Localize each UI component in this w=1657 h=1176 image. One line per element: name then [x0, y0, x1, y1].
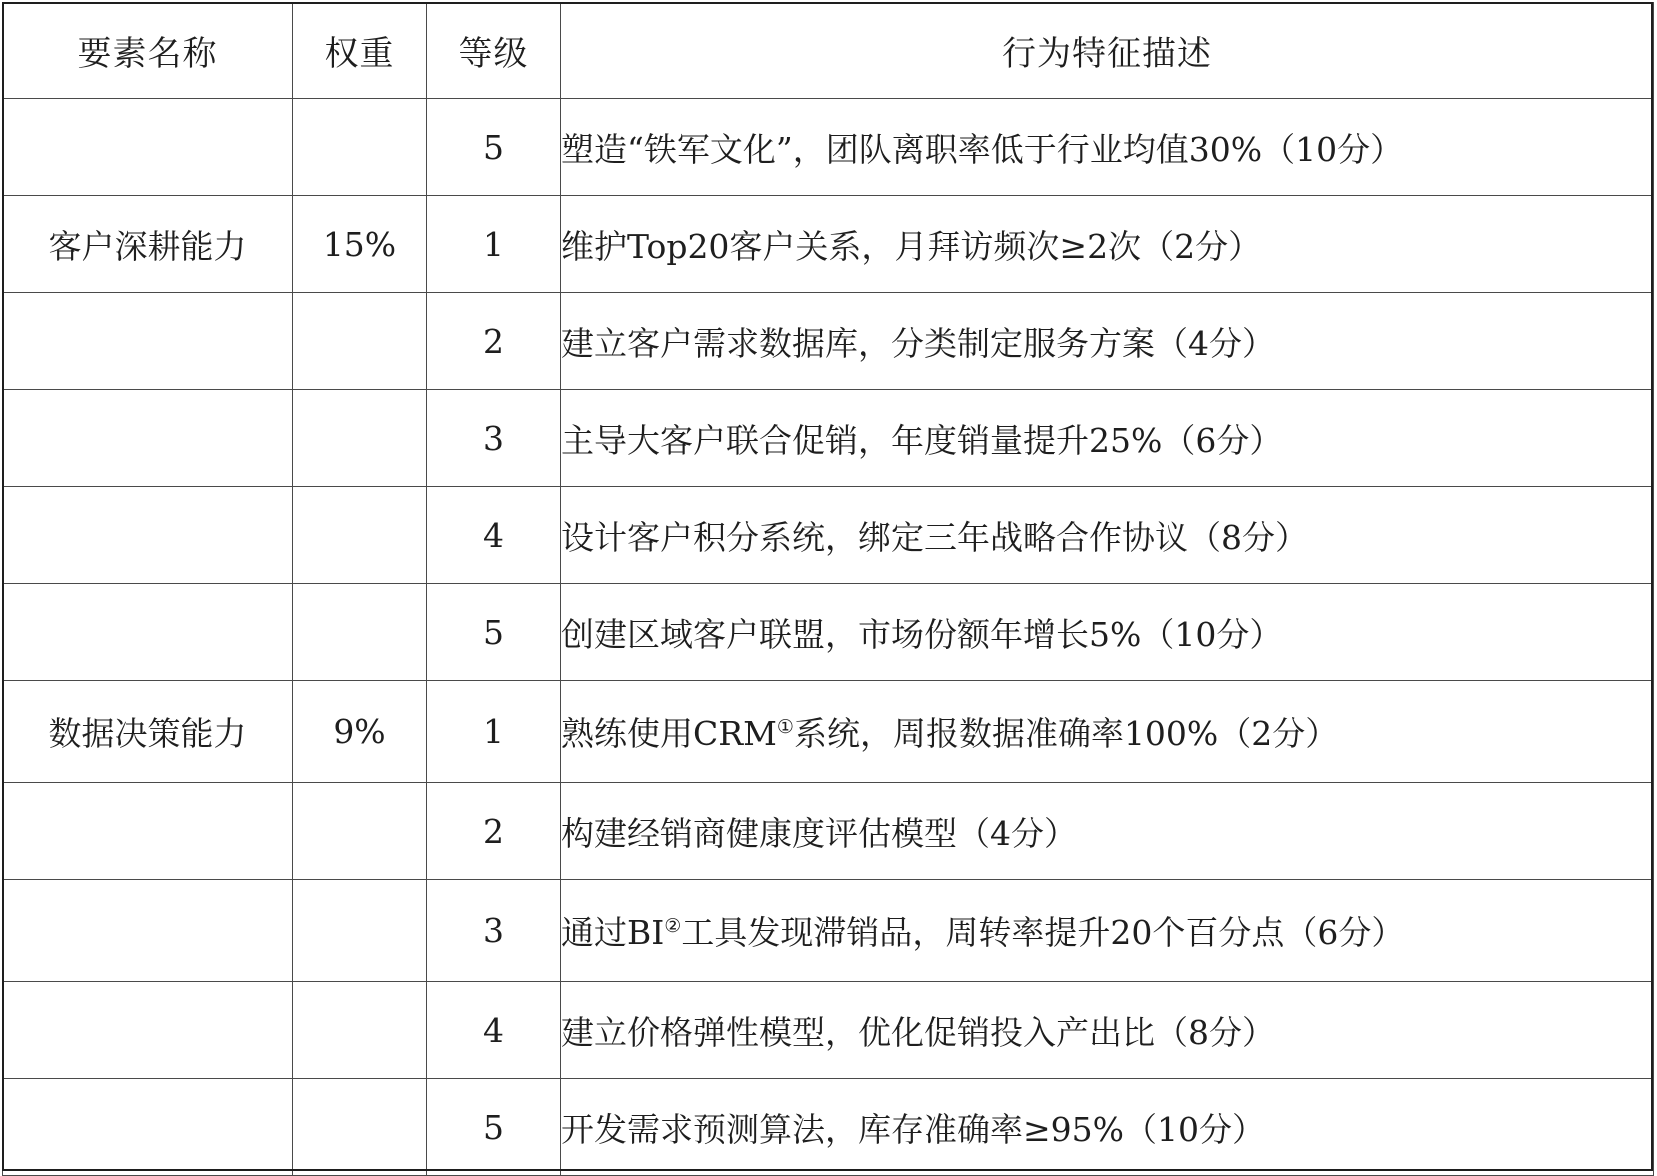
cell-element-name: 客户深耕能力	[3, 196, 293, 293]
cell-weight	[293, 783, 427, 880]
header-element-name: 要素名称	[3, 3, 293, 99]
cell-element-name	[3, 487, 293, 584]
description-text: 通过BI	[561, 913, 665, 952]
table-row	[3, 783, 1654, 880]
description-text: 构建经销商健康度评估模型（4分）	[561, 813, 1077, 853]
cell-weight	[293, 982, 427, 1079]
footnote-marker-2: ②	[664, 915, 682, 937]
cell-level: 5	[427, 99, 561, 196]
description-text: 主导大客户联合促销，年度销量提升25%（6分）	[561, 420, 1283, 460]
description-text: 维护Top20客户关系，月拜访频次≥2次（2分）	[561, 226, 1262, 266]
cell-description	[561, 487, 1654, 584]
cell-element-name	[3, 1079, 293, 1176]
cell-level: 4	[427, 982, 561, 1079]
header-level: 等级	[427, 3, 561, 99]
description-text: 设计客户积分系统，绑定三年战略合作协议（8分）	[561, 517, 1308, 557]
description-text: 建立价格弹性模型，优化促销投入产出比（8分）	[561, 1012, 1275, 1052]
table-row	[3, 584, 1654, 681]
cell-element-name	[3, 982, 293, 1079]
competency-table	[2, 2, 1654, 1176]
header-behavior-description: 行为特征描述	[561, 3, 1654, 99]
cell-element-name	[3, 783, 293, 880]
description-text-continued: 工具发现滞销品，周转率提升20个百分点（6分）	[681, 913, 1405, 952]
cell-description	[561, 293, 1654, 390]
cell-element-name	[3, 99, 293, 196]
cell-weight: 15%	[293, 196, 427, 293]
cell-element-name	[3, 390, 293, 487]
cell-description	[561, 681, 1654, 783]
cell-level: 5	[427, 1079, 561, 1176]
cell-level: 4	[427, 487, 561, 584]
table-row	[3, 196, 1654, 293]
cell-description	[561, 1079, 1654, 1176]
description-text: 创建区域客户联盟，市场份额年增长5%（10分）	[561, 614, 1283, 654]
cell-weight	[293, 880, 427, 982]
cell-description	[561, 196, 1654, 293]
cell-weight: 9%	[293, 681, 427, 783]
cell-level: 2	[427, 293, 561, 390]
cell-element-name	[3, 293, 293, 390]
cell-level: 3	[427, 880, 561, 982]
description-text: 建立客户需求数据库，分类制定服务方案（4分）	[561, 323, 1275, 363]
cell-element-name	[3, 584, 293, 681]
description-text-continued: 系统，周报数据准确率100%（2分）	[793, 714, 1339, 753]
cell-description	[561, 390, 1654, 487]
table-row	[3, 982, 1654, 1079]
header-weight: 权重	[293, 3, 427, 99]
table-row	[3, 99, 1654, 196]
cell-level: 2	[427, 783, 561, 880]
cell-element-name: 数据决策能力	[3, 681, 293, 783]
cell-description	[561, 99, 1654, 196]
table-row	[3, 293, 1654, 390]
cell-level: 5	[427, 584, 561, 681]
cell-weight	[293, 293, 427, 390]
description-text: 熟练使用CRM	[561, 714, 777, 753]
cell-weight	[293, 99, 427, 196]
cell-description	[561, 584, 1654, 681]
table-row	[3, 487, 1654, 584]
cell-weight	[293, 1079, 427, 1176]
table-row	[3, 390, 1654, 487]
cell-level: 1	[427, 196, 561, 293]
competency-table-sheet	[2, 2, 1653, 1171]
cell-level: 1	[427, 681, 561, 783]
cell-weight	[293, 390, 427, 487]
cell-weight	[293, 584, 427, 681]
description-text: 开发需求预测算法，库存准确率≥95%（10分）	[561, 1109, 1265, 1149]
footnote-marker-1: ①	[776, 716, 794, 738]
cell-element-name	[3, 880, 293, 982]
cell-weight	[293, 487, 427, 584]
cell-description	[561, 783, 1654, 880]
cell-description	[561, 982, 1654, 1079]
description-text: 塑造“铁军文化”，团队离职率低于行业均值30%（10分）	[561, 129, 1404, 169]
cell-description	[561, 880, 1654, 982]
table-header-row	[3, 3, 1654, 99]
table-row	[3, 880, 1654, 982]
cell-level: 3	[427, 390, 561, 487]
table-row	[3, 1079, 1654, 1176]
table-row	[3, 681, 1654, 783]
